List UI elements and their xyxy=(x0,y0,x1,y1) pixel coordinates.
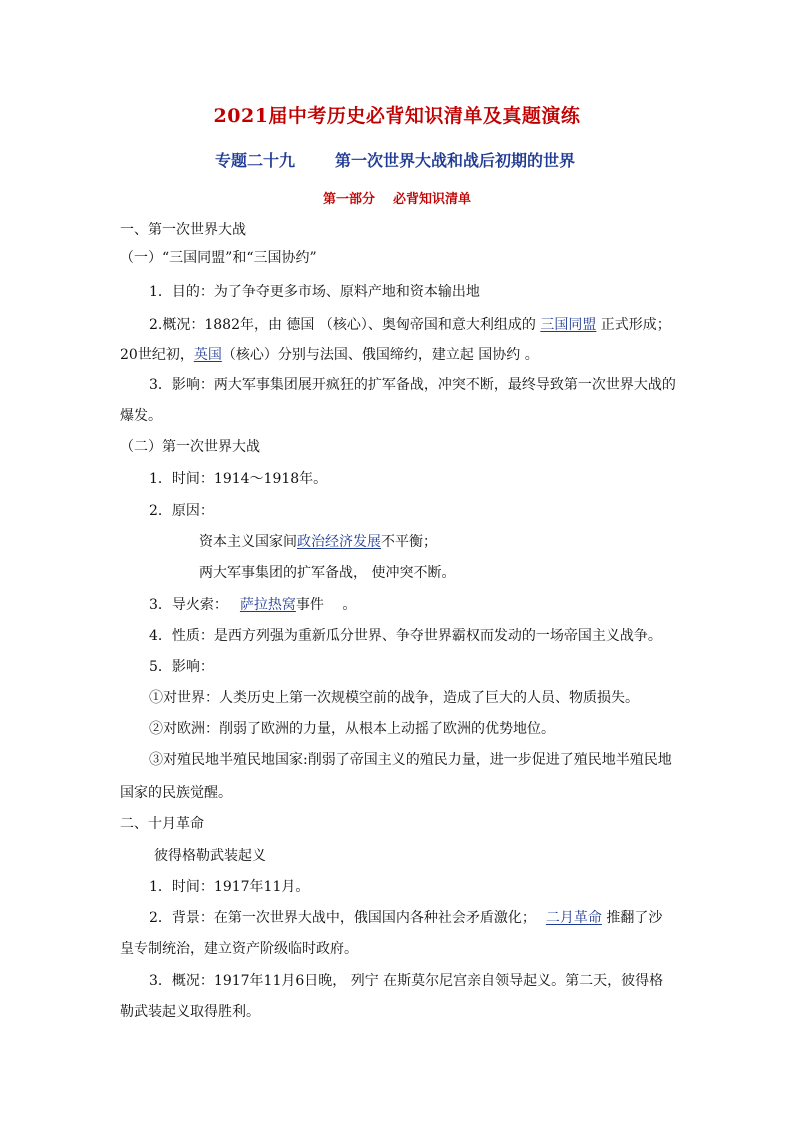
blank-sarajevo: 萨拉热窝 xyxy=(239,597,296,613)
topic-name: 第一次世界大战和战后初期的世界 xyxy=(335,151,576,170)
revolution-background-line2: 皇专制统治，建立资产阶级临时政府。 xyxy=(120,941,358,957)
alliance-goal: 1．目的：为了争夺更多市场、原料产地和资本输出地 xyxy=(149,284,480,300)
war-nature: 4．性质：是西方列强为重新瓜分世界、争夺世界霸权而发动的一场帝国主义战争。 xyxy=(149,628,662,644)
cause1-text-a: 资本主义国家间 xyxy=(199,534,297,550)
part-name: 必背知识清单 xyxy=(393,192,472,207)
war-effect-world: ①对世界：人类历史上第一次规模空前的战争，造成了巨大的人员、物质损失。 xyxy=(149,690,639,706)
blank-february-revolution: 二月革命 xyxy=(545,910,602,926)
revolution-time: 1．时间：1917年11月。 xyxy=(149,879,310,895)
war-fuse xyxy=(149,596,356,614)
alliance-overview-line1 xyxy=(149,316,671,334)
sub2-heading: （二）第一次世界大战 xyxy=(120,439,260,455)
document-title: 2021届中考历史必背知识清单及真题演练 xyxy=(213,105,581,127)
blank-development: 政治经济发展 xyxy=(297,534,381,550)
part-heading xyxy=(0,188,794,207)
alliance-impact-line1: 3．影响：两大军事集团展开疯狂的扩军备战，冲突不断，最终导致第一次世界大战的 xyxy=(149,377,676,393)
war-cause-2: 两大军事集团的扩军备战， 使冲突不断。 xyxy=(199,565,456,581)
war-effect-europe: ②对欧洲：削弱了欧洲的力量，从根本上动摇了欧洲的优势地位。 xyxy=(149,721,555,737)
sub1-heading: （一）“三国同盟”和“三国协约” xyxy=(120,250,317,266)
revolution-overview-line2: 勒武装起义取得胜利。 xyxy=(120,1004,260,1020)
war-cause-label: 2．原因： xyxy=(149,503,214,519)
part-label: 第一部分 xyxy=(322,192,375,207)
blank-britain: 英国 xyxy=(193,347,222,363)
uprising-heading: 彼得格勒武装起义 xyxy=(154,848,266,864)
overview-text-c: 20世纪初， xyxy=(120,347,194,363)
war-effect-colonies-line1: ③对殖民地半殖民地国家:削弱了帝国主义的殖民力量，进一步促进了殖民地半殖民地 xyxy=(149,752,672,768)
topic-number: 专题二十九 xyxy=(215,151,296,170)
fuse-text-b: 事件 。 xyxy=(295,597,357,613)
overview-text-a: 2.概况：1882年，由 德国 （核心）、奥匈帝国和意大利组成的 xyxy=(149,317,541,333)
alliance-overview-line2 xyxy=(120,346,539,364)
overview-text-b: 正式形成； xyxy=(596,317,671,333)
cause1-text-b: 不平衡； xyxy=(381,534,437,550)
blank-triple-alliance: 三国同盟 xyxy=(540,317,597,333)
fuse-text-a: 3．导火索： xyxy=(149,597,228,613)
revolution-overview-line1: 3．概况：1917年11月6日晚， 列宁 在斯莫尔尼宫亲自领导起义。第二天，彼得格 xyxy=(149,973,664,989)
topic-subtitle xyxy=(215,148,575,171)
bg-text-a: 2．背景：在第一次世界大战中，俄国国内各种社会矛盾激化； xyxy=(149,910,536,926)
section2-heading: 二、十月革命 xyxy=(120,816,204,832)
war-time: 1．时间：1914～1918年。 xyxy=(149,471,328,487)
revolution-background-line1 xyxy=(149,909,662,927)
section1-heading: 一、第一次世界大战 xyxy=(120,222,246,238)
alliance-impact-line2: 爆发。 xyxy=(120,408,162,424)
war-effect-label: 5．影响： xyxy=(149,659,214,675)
overview-text-d: （核心）分别与法国、俄国缔约，建立起 国协约 。 xyxy=(221,347,539,363)
bg-text-b: 推翻了沙 xyxy=(601,910,663,926)
war-effect-colonies-line2: 国家的民族觉醒。 xyxy=(120,785,232,801)
war-cause-1 xyxy=(199,533,437,551)
